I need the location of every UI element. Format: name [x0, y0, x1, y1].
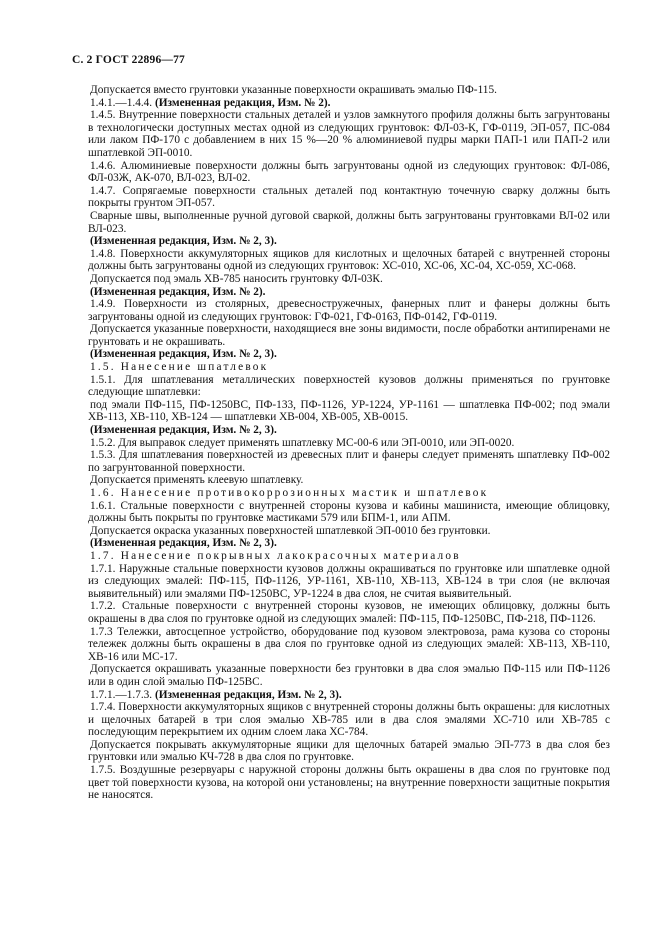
paragraph: [88, 701, 610, 739]
section-heading: [88, 487, 610, 500]
paragraph-text: 1.4.9. Поверхности из столярных, древесностружечных, фанерных плит и фанеры должны быть загрунтованы одной из следующих грунтовок: ГФ-021, ГФ-0163, ПФ-0142, ГФ-0119.: [88, 298, 610, 323]
section-heading: [88, 361, 610, 374]
paragraph-text: Допускается окраска указанных поверхностей шпатлевкой ЭП-0010 без грунтовки.: [90, 524, 491, 537]
paragraph-text: 1.4.1.—1.4.4.: [90, 96, 153, 109]
paragraph-text: 1.7.1.—1.7.3.: [90, 688, 153, 701]
paragraph-text: Сварные швы, выполненные ручной дуговой сваркой, должны быть загрунтованы грунтовками ВЛ-02 или ВЛ-023.: [88, 209, 610, 235]
paragraph-text: 1.4.7. Сопрягаемые поверхности стальных деталей под контактную точечную сварку должны быть покрыты грунтом ЭП-057.: [88, 184, 610, 210]
paragraph: [88, 563, 610, 601]
paragraph: [88, 298, 610, 323]
paragraph: [88, 286, 610, 299]
paragraph: [88, 449, 610, 474]
paragraph-text: Допускается под эмаль ХВ-785 наносить грунтовку ФЛ-03К.: [90, 272, 383, 285]
paragraph-text: 1.7.5. Воздушные резервуары с наружной стороны должны быть окрашены в два слоя по грунтовке под цвет той поверхности кузова, на которой они установлены; на внутренние поверхности защитные покрытия не наносятся.: [88, 764, 610, 802]
amendment-note: (Измененная редакция, Изм. № 2, 3).: [90, 235, 277, 248]
section-heading-text: 1.7. Нанесение покрывных лакокрасочных материалов: [90, 549, 461, 562]
paragraph: [88, 109, 610, 159]
paragraph: [88, 374, 610, 399]
section-heading: [88, 550, 610, 563]
page-header: С. 2 ГОСТ 22896—77: [72, 54, 185, 66]
paragraph-text: 1.5.1. Для шпатлевания металлических поверхностей кузовов должны применяться по грунтовке следующие шпатлевки:: [88, 373, 610, 399]
amendment-note: (Измененная редакция, Изм. № 2, 3).: [154, 688, 342, 701]
paragraph-text: 1.7.2. Стальные поверхности с внутренней стороны кузовов, не имеющих облицовку, должны быть окрашены в два слоя по грунтовке одной из следующих эмалей: ПФ-115, ПФ-1250ВС, ПФ-218, ПФ-1126.: [88, 600, 610, 625]
amendment-note: (Измененная редакция, Изм. № 2, 3).: [90, 348, 277, 361]
paragraph: [88, 84, 610, 97]
paragraph: [88, 739, 610, 764]
paragraph-text: 1.5.3. Для шпатлевания поверхностей из древесных плит и фанеры следует применять шпатлевку ПФ-002 по загрунтованной поверхности.: [88, 449, 610, 474]
paragraph-text: 1.4.5. Внутренние поверхности стальных деталей и узлов замкнутого профиля должны быть загрунтованы в технологически доступных местах одной из следующих грунтовок: ФЛ-03-К, ГФ-0119, ЭП-057, ПС-084 или лаком ПФ-170 с добавлением в них 15 %—20 % алюминиевой пудры марки ПАП-1 или ПАП-2 или шпатлевкой ЭП-0010.: [88, 109, 610, 159]
paragraph: [88, 500, 610, 525]
paragraph: [88, 626, 610, 664]
amendment-note: (Измененная редакция, Изм. № 2).: [154, 96, 331, 109]
amendment-note: (Измененная редакция, Изм. № 2, 3).: [90, 424, 277, 437]
paragraph: [88, 437, 610, 450]
amendment-note: (Измененная редакция, Изм. № 2).: [90, 285, 266, 298]
section-heading-text: 1.5. Нанесение шпатлевок: [90, 361, 269, 374]
paragraph-text: 1.4.8. Поверхности аккумуляторных ящиков для кислотных и щелочных батарей с внутренней стороны должны быть загрунтованы одной из следующих грунтовок: ХС-010, ХС-06, ХС-04, ХС-059, ХС-068.: [88, 247, 610, 273]
paragraph: [88, 663, 610, 688]
paragraph-text: под эмали ПФ-115, ПФ-1250ВС, ПФ-133, ПФ-1126, УР-1224, УР-1161 — шпатлевка ПФ-002; под эмали ХВ-113, ХВ-110, ХВ-124 — шпатлевки ХВ-004, ХВ-005, ХВ-0015.: [88, 398, 610, 424]
paragraph: [88, 323, 610, 348]
paragraph: [88, 474, 610, 487]
paragraph-text: Допускается вместо грунтовки указанные поверхности окрашивать эмалью ПФ-115.: [90, 84, 497, 96]
paragraph: [88, 97, 610, 110]
paragraph: [88, 600, 610, 625]
document-body: [88, 84, 610, 802]
paragraph-text: Допускается покрывать аккумуляторные ящики для щелочных батарей эмалью ЭП-773 в два слоя без грунтовки или эмалью КЧ-728 в два слоя по грунтовке.: [88, 738, 610, 764]
paragraph: [88, 210, 610, 235]
paragraph-text: 1.6.1. Стальные поверхности с внутренней стороны кузова и кабины машиниста, имеющие облицовку, должны быть покрыты по грунтовке мастиками 579 или БПМ-1, или АПМ.: [88, 499, 610, 525]
amendment-note: (Измененная редакция, Изм. № 2, 3).: [90, 537, 277, 550]
paragraph: [88, 248, 610, 273]
paragraph-text: 1.7.1. Наружные стальные поверхности кузовов должны окрашиваться по грунтовке или шпатлевке одной из следующих эмалей: ПФ-115, ПФ-1126, УР-1161, ХВ-110, ХВ-113, ХВ-124 в три слоя (не включая выявительный) или эмалями ПФ-1250ВС, УР-1224 в два слоя, не считая выявительный.: [88, 562, 610, 600]
paragraph: [88, 185, 610, 210]
paragraph-text: 1.7.3 Тележки, автосцепное устройство, оборудование под кузовом электровоза, рама кузова со стороны тележек должны быть окрашены в два слоя по грунтовке одной из следующих эмалей: ХВ-113, ХВ-110, ХВ-16 или МС-17.: [88, 625, 610, 663]
paragraph: [88, 273, 610, 286]
paragraph-text: 1.7.4. Поверхности аккумуляторных ящиков с внутренней стороны должны быть окрашены: для кислотных и щелочных батарей в три слоя эмалью ХВ-785 или в два слоя эмалями ХС-710 или ХВ-785 с последующим перекрытием их одним слоем лака ХС-784.: [88, 701, 610, 739]
paragraph-text: Допускается применять клеевую шпатлевку.: [90, 474, 304, 487]
paragraph: [88, 235, 610, 248]
paragraph: [88, 525, 610, 538]
section-heading-text: 1.6. Нанесение противокоррозионных мастик и шпатлевок: [90, 487, 489, 499]
paragraph-text: Допускается окрашивать указанные поверхности без грунтовки в два слоя эмалью ПФ-115 или ПФ-1126 или в один слой эмалью ПФ-125ВС.: [88, 663, 610, 688]
paragraph: [88, 399, 610, 424]
paragraph: [88, 160, 610, 185]
paragraph: [88, 348, 610, 361]
paragraph: [88, 537, 610, 550]
paragraph-text: 1.5.2. Для выправок следует применять шпатлевку МС-00-6 или ЭП-0010, или ЭП-0020.: [90, 436, 515, 449]
paragraph: [88, 689, 610, 702]
paragraph: [88, 764, 610, 802]
paragraph-text: 1.4.6. Алюминиевые поверхности должны быть загрунтованы одной из следующих грунтовок: ФЛ-086, ФЛ-03Ж, АК-070, ВЛ-023, ВЛ-02.: [88, 159, 610, 185]
paragraph-text: Допускается указанные поверхности, находящиеся вне зоны видимости, после обработки антипиренами не грунтовать и не окрашивать.: [88, 323, 610, 348]
paragraph: [88, 424, 610, 437]
